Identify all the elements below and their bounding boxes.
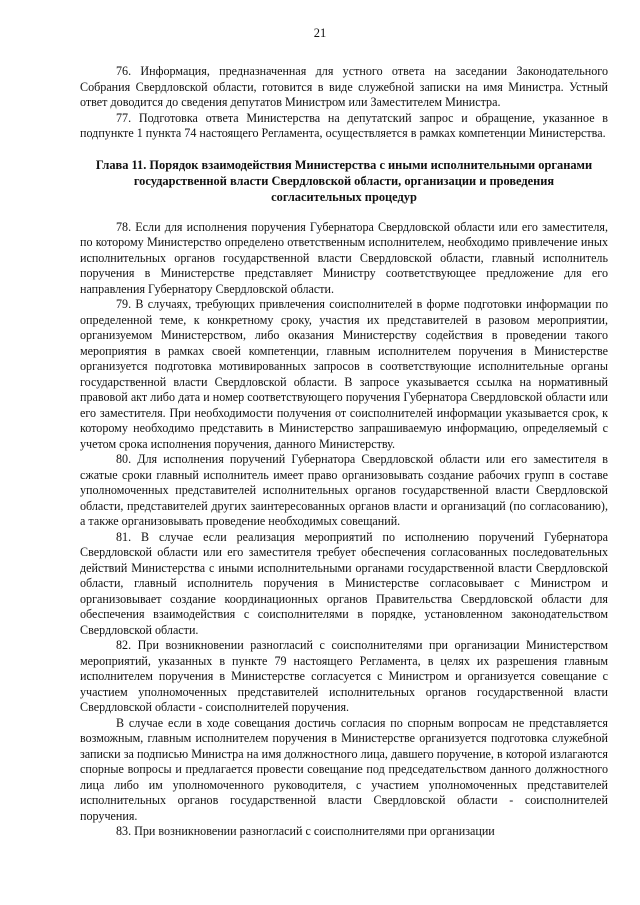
document-body [80,64,608,840]
paragraph-76: 76. Информация, предназначенная для устного ответа на заседании Законодательного Собрания Свердловской области, готовится в виде служебной записки на имя Министра. Устный ответ доводится до сведения депутатов Министром или Заместителем Министра. [80,64,608,109]
paragraph-80: 80. Для исполнения поручений Губернатора Свердловской области или его заместителя в сжатые сроки главный исполнитель имеет право организовывать создание рабочих групп в составе уполномоченных представителей исполнительных органов государственной власти Свердловской области, представителей других заинтересованных органов власти и организаций (по согласованию), а также организовывать проведение необходимых совещаний. [80,452,608,528]
paragraph-82: 82. При возникновении разногласий с соисполнителями при организации Министерством мероприятий, указанных в пункте 79 настоящего Регламента, в целях их разрешения главным исполнителем поручения в Министерстве согласуется с Министром и организуется совещание с участием уполномоченных представителей исполнительных органов государственной власти Свердловской области - соисполнителей поручения. [80,638,608,714]
paragraph-82-continuation: В случае если в ходе совещания достичь согласия по спорным вопросам не представляется возможным, главным исполнителем поручения в Министерстве организуется подготовка служебной записки за подписью Министра на имя должностного лица, давшего поручение, в которой излагаются спорные вопросы и предлагается провести совещание под председательством данного должностного лица либо им уполномоченного руководителя, с участием уполномоченных представителей исполнительных органов государственной власти Свердловской области - соисполнителей поручения. [80,715,608,823]
chapter-heading: Глава 11. Порядок взаимодействия Министерства с иными исполнительными органами государственной власти Свердловской области, организации и проведения согласительных процедур [95,157,593,204]
paragraph-81: 81. В случае если реализация мероприятий по исполнению поручений Губернатора Свердловской области или его заместителя требует обеспечения согласованных последовательных действий Министерства с иными исполнительными органами государственной власти Свердловской области, главный исполнитель поручения в Министерстве согласовывает с Министром и организовывает создание координационных органов Правительства Свердловской области для обеспечения взаимодействия с соисполнителями в порядке, установленном законодательством Свердловской области. [80,529,608,637]
page-number: 21 [313,26,327,40]
paragraph-79: 79. В случаях, требующих привлечения соисполнителей в форме подготовки информации по определенной теме, к конкретному сроку, участия их представителей в разовом мероприятии, организуемом Министерством, либо оказания Министерству содействия в проведении такого мероприятия в рамках своей компетенции, главным исполнителем поручения в Министерстве организуется подготовка мотивированных запросов в соответствующие исполнительные органы государственной власти Свердловской области. В запросе указывается ссылка на нормативный правовой акт либо дата и номер соответствующего поручения Губернатора Свердловской области или его заместителя. При необходимости получения от соисполнителей информации указывается срок, к которому необходимо представить в Министерство запрашиваемую информацию, определяемый с учетом срока исполнения поручения, данного Министерству. [80,297,608,451]
paragraph-83: 83. При возникновении разногласий с соисполнителями при организации [116,824,495,838]
paragraph-78: 78. Если для исполнения поручения Губернатора Свердловской области или его заместителя, по которому Министерство определено ответственным исполнителем, необходимо привлечение иных исполнительных органов государственной власти Свердловской области, главный исполнитель поручения в Министерстве представляет Министру соответствующее предложение для его направления Губернатору Свердловской области. [80,219,608,296]
paragraph-77: 77. Подготовка ответа Министерства на депутатский запрос и обращение, указанное в подпункте 1 пункта 74 настоящего Регламента, осуществляется в рамках компетенции Министерства. [80,110,608,140]
